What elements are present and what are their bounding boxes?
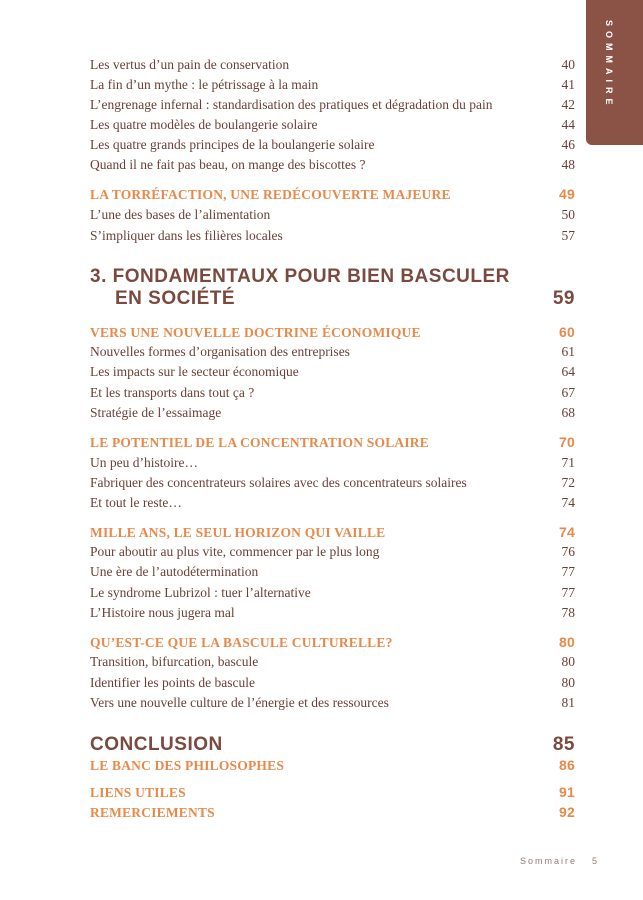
toc-chapter-page: 85 (552, 734, 575, 755)
toc-entry[interactable] (90, 157, 575, 173)
toc-entry-title: Une ère de l’autodétermination (90, 564, 259, 579)
toc-entry[interactable] (90, 695, 575, 711)
toc-entry[interactable] (90, 585, 575, 601)
footer-label: Sommaire (520, 856, 578, 866)
toc-section[interactable] (90, 186, 575, 203)
toc-entry-page: 80 (561, 654, 575, 669)
toc-chapter-title-line1: 3. FONDAMENTAUX POUR BIEN BASCULER (90, 266, 510, 287)
toc-entry[interactable] (90, 77, 575, 93)
toc-entry-title: Les vertus d’un pain de conservation (90, 57, 290, 72)
toc-entry-page: 68 (561, 405, 575, 420)
toc-entry-title: Pour aboutir au plus vite, commencer par le plus long (90, 544, 380, 559)
toc-section[interactable] (90, 324, 575, 341)
toc-entry-title: Stratégie de l’essaimage (90, 405, 222, 420)
toc-entry-page: 61 (561, 344, 575, 359)
toc-entry[interactable] (90, 344, 575, 360)
sommaire-tab (586, 0, 643, 145)
toc-section[interactable] (90, 434, 575, 451)
toc-section-title: REMERCIEMENTS (90, 805, 215, 820)
toc-entry-page: 77 (561, 564, 575, 579)
toc-section[interactable] (90, 804, 575, 821)
toc-chapter-page: 59 (552, 288, 575, 309)
toc-entry[interactable] (90, 455, 575, 471)
toc-section-page: 92 (559, 804, 575, 820)
toc-entry-title: S’impliquer dans les filières locales (90, 228, 283, 243)
toc-entry-page: 72 (561, 475, 575, 490)
toc-section-title: LE POTENTIEL DE LA CONCENTRATION SOLAIRE (90, 435, 429, 450)
toc-entry[interactable] (90, 605, 575, 621)
toc-entry-page: 57 (561, 228, 575, 243)
toc-entry-page: 67 (561, 385, 575, 400)
toc-entry[interactable] (90, 385, 575, 401)
toc-entry[interactable] (90, 495, 575, 511)
toc-section-title: VERS UNE NOUVELLE DOCTRINE ÉCONOMIQUE (90, 325, 421, 340)
toc-section[interactable] (90, 524, 575, 541)
toc-entry[interactable] (90, 675, 575, 691)
toc-section-page: 91 (559, 784, 575, 800)
toc-section-title: LIENS UTILES (90, 785, 186, 800)
toc-entry[interactable] (90, 117, 575, 133)
toc-entry[interactable] (90, 364, 575, 380)
toc-entry-title: Le syndrome Lubrizol : tuer l’alternative (90, 585, 311, 600)
toc-section-page: 70 (559, 434, 575, 450)
toc-entry-title: L’une des bases de l’alimentation (90, 207, 271, 222)
footer-page-number: 5 (592, 856, 598, 866)
toc-entry-title: Vers une nouvelle culture de l’énergie et des ressources (90, 695, 389, 710)
toc-entry-page: 74 (561, 495, 575, 510)
toc-entry[interactable] (90, 228, 575, 244)
toc-entry-title: La fin d’un mythe : le pétrissage à la main (90, 77, 319, 92)
toc-entry[interactable] (90, 97, 575, 113)
toc-section-title: QU’EST-CE QUE LA BASCULE CULTURELLE? (90, 635, 393, 650)
sommaire-tab-label: SOMMAIRE (604, 20, 614, 110)
toc-entry-page: 64 (561, 364, 575, 379)
toc-section-page: 86 (559, 757, 575, 773)
toc-entry-title: Quand il ne fait pas beau, on mange des biscottes ? (90, 157, 366, 172)
toc-entry-title: Transition, bifurcation, bascule (90, 654, 259, 669)
toc-section[interactable] (90, 757, 575, 774)
toc-entry-title: Identifier les points de bascule (90, 675, 255, 690)
toc-chapter[interactable] (90, 266, 575, 310)
toc-section-title: MILLE ANS, LE SEUL HORIZON QUI VAILLE (90, 525, 386, 540)
toc-entry-page: 48 (561, 157, 575, 172)
toc-entry-page: 71 (561, 455, 575, 470)
toc-section[interactable] (90, 784, 575, 801)
toc-section-title: LA TORRÉFACTION, UNE REDÉCOUVERTE MAJEURE (90, 187, 451, 202)
toc-chapter-title (90, 266, 510, 310)
toc-entry[interactable] (90, 207, 575, 223)
toc-chapter-title-line2: EN SOCIÉTÉ (115, 288, 236, 309)
toc-section-page: 74 (559, 524, 575, 540)
toc-entry-page: 50 (561, 207, 575, 222)
toc-entry[interactable] (90, 654, 575, 670)
toc-entry[interactable] (90, 57, 575, 73)
toc-entry-page: 42 (561, 97, 575, 112)
toc-entry-title: Et les transports dans tout ça ? (90, 385, 255, 400)
toc-entry-title: Les quatre grands principes de la boulangerie solaire (90, 137, 375, 152)
toc-entry-title: Les quatre modèles de boulangerie solaire (90, 117, 318, 132)
toc-entry-page: 77 (561, 585, 575, 600)
toc-entry-page: 80 (561, 675, 575, 690)
toc-entry-title: Les impacts sur le secteur économique (90, 364, 299, 379)
toc-section-page: 49 (559, 186, 575, 202)
toc-entry[interactable] (90, 137, 575, 153)
toc-entry[interactable] (90, 544, 575, 560)
toc-entry[interactable] (90, 564, 575, 580)
toc-section[interactable] (90, 634, 575, 651)
toc-section-title: LE BANC DES PHILOSOPHES (90, 758, 285, 773)
toc-entry-page: 46 (561, 137, 575, 152)
toc-entry-page: 81 (561, 695, 575, 710)
toc-section-page: 60 (559, 324, 575, 340)
toc-entry[interactable] (90, 405, 575, 421)
toc-chapter-title: CONCLUSION (90, 734, 223, 755)
toc-chapter[interactable] (90, 734, 575, 756)
toc-entry-title: Fabriquer des concentrateurs solaires avec des concentrateurs solaires (90, 475, 467, 490)
toc-entry-title: Et tout le reste… (90, 495, 182, 510)
toc-entry-page: 40 (561, 57, 575, 72)
toc-entry-title: Un peu d’histoire… (90, 455, 198, 470)
toc-entry-title: Nouvelles formes d’organisation des entreprises (90, 344, 350, 359)
toc-entry-title: L’Histoire nous jugera mal (90, 605, 235, 620)
toc-section-page: 80 (559, 634, 575, 650)
toc-entry-page: 76 (561, 544, 575, 559)
toc-entry-page: 78 (561, 605, 575, 620)
toc-entry-page: 44 (561, 117, 575, 132)
toc-entry[interactable] (90, 475, 575, 491)
toc-entry-title: L’engrenage infernal : standardisation des pratiques et dégradation du pain (90, 97, 493, 112)
toc-entry-page: 41 (561, 77, 575, 92)
